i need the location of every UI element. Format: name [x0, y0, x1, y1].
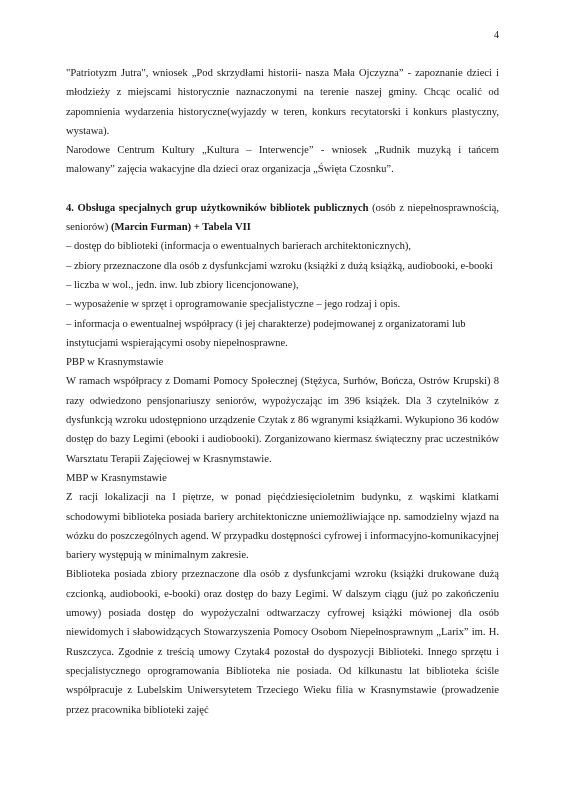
mbp-heading: MBP w Krasnymstawie	[66, 472, 167, 484]
bullet-item: – wyposażenie w sprzęt i oprogramowanie specjalistyczne – jego rodzaj i opis.	[66, 299, 401, 311]
pbp-heading: PBP w Krasnymstawie	[66, 357, 164, 369]
page-number: 4	[494, 30, 499, 41]
section-4-subtitle: (osób z niepełnosprawnością, seniorów)	[66, 202, 500, 234]
spacer	[66, 180, 499, 199]
paragraph-patriotyzm-jutra: "Patriotyzm Jutra", wniosek „Pod skrzydłami historii- nasza Mała Ojczyzna” - zapoznanie dzieci i młodzieży z miejscami historycznie naznaczonymi na terenie naszej gminy. Chcąc ocalić od zapomnienia wydarzenia historyczne(wyjazdy w teren, konkurs recytatorski i konkurs plastyczny, wystawa).	[66, 68, 499, 137]
document-body	[66, 64, 499, 720]
mbp-paragraph-barriers: Z racji lokalizacji na I piętrze, w ponad pięćdziesięcioletnim budynku, z wąskimi klatkami schodowymi biblioteka posiada bariery architektoniczne uniemożliwiające np. samodzielny wjazd na wózku do poszczególnych agend. W przypadku dostępności cyfrowej i informacyjno-komunikacyjnej bariery występują w minimalnym zakresie.	[66, 492, 499, 562]
bullet-item: – zbiory przeznaczone dla osób z dysfunkcjami wzroku (książki z dużą książką, audiobooki, e-booki – liczba w wol., jedn. inw. lub zbiory licencjonowane),	[66, 260, 493, 291]
bullet-item: – dostęp do biblioteki (informacja o ewentualnych barierach architektonicznych),	[66, 241, 412, 253]
section-4-heading	[66, 199, 499, 238]
section-4-responsible: (Marcin Furman) + Tabela VII	[111, 222, 251, 234]
pbp-paragraph: W ramach współpracy z Domami Pomocy Społecznej (Stężyca, Surhów, Bończa, Ostrów Krupski) 8 razy odwiedzono pensjonariuszy seniorów, wypożyczając im 396 książek. Dla 3 czytelników z dysfunkcją wzroku udostępniono urządzenie Czytak z 86 wgranymi książkami. Wykupiono 36 kodów dostęp do bazy Legimi (ebooki i audiobooki). Zorganizowano kiermasz świąteczny prac uczestników Warsztatu Terapii Zajęciowej w Krasnymstawie.	[66, 376, 499, 465]
section-4-title: 4. Obsługa specjalnych grup użytkowników bibliotek publicznych	[66, 202, 369, 214]
bullet-item: – informacja o ewentualnej współpracy (i jej charakterze) podejmowanej z organizatorami lub instytucjami wspierającymi osoby niepełnosprawne.	[66, 318, 466, 349]
paragraph-nck: Narodowe Centrum Kultury „Kultura – Interwencje” - wniosek „Rudnik muzyką i tańcem malowany” zajęcia wakacyjne dla dzieci oraz organizacja „Święta Czosnku”.	[66, 145, 499, 176]
mbp-paragraph-collections: Biblioteka posiada zbiory przeznaczone dla osób z dysfunkcjami wzroku (książki drukowane dużą czcionką, audiobooki, e-booki) oraz dostęp do bazy Legimi. W dalszym ciągu (już po zakończeniu umowy) posiada dostęp do wypożyczalni odtwarzaczy cyfrowej książki mówionej dla osób niewidomych i słabowidzących Stowarzyszenia Pomocy Osobom Niepełnosprawnym „Larix” im. H. Ruszczyca. Zgodnie z treścią umowy Czytak4 pozostał do dyspozycji Biblioteki. Innego sprzętu i specjalistycznego oprogramowania Biblioteka nie posiada. Od kilkunastu lat biblioteka ściśle współpracuje z Lubelskim Uniwersytetem Trzeciego Wieku filia w Krasnymstawie (prowadzenie przez pracownika biblioteki zajęć	[66, 569, 499, 716]
